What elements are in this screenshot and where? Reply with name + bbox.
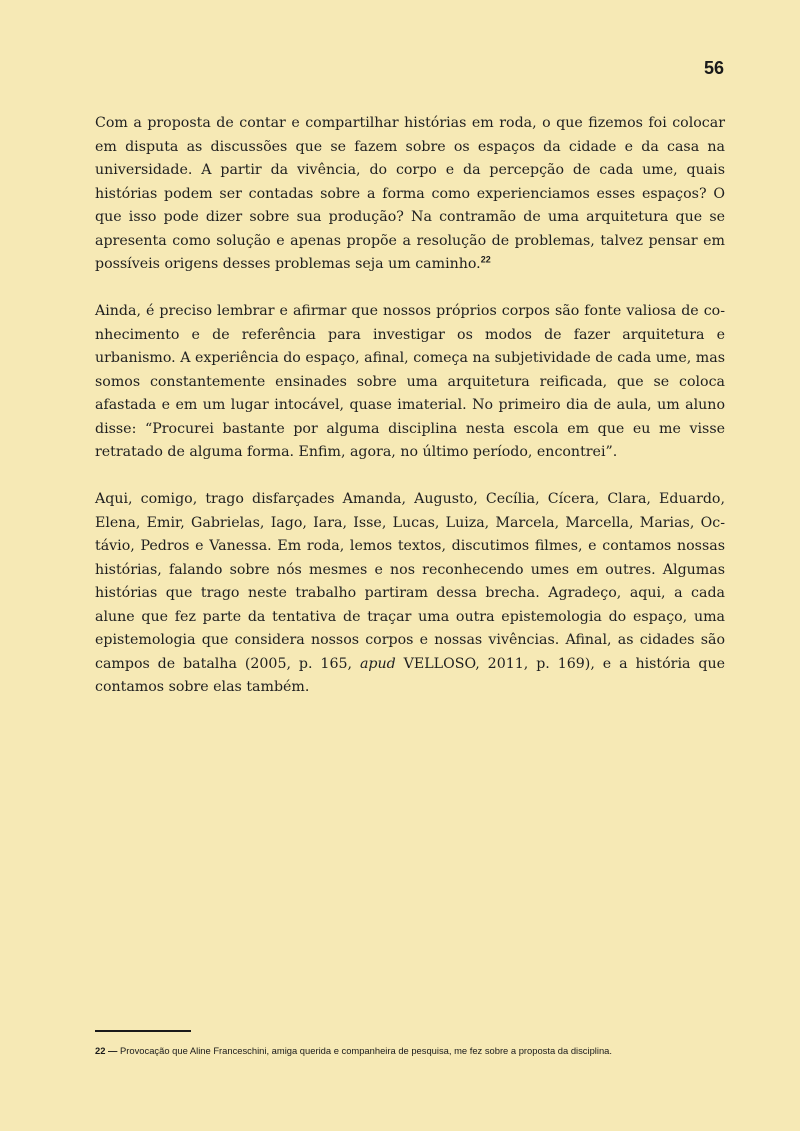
- latin-term-apud: apud: [359, 655, 396, 672]
- paragraph-3-text-start: Aqui, comigo, trago disfarçades Amanda, Augusto, Cecília, Cícera, Clara, Eduardo, Elena, Emir, Gabrielas, Iago, Iara, Isse, Lucas, Luiza, Marcela, Marcella, Marias, Octávio, Pedros e Vanessa. Em roda, lemos textos, discutimos filmes, e contamos nossas histórias, falando sobre nós mesmes e nos reconhecendo umes em outres. Algumas histórias que trago neste trabalho partiram dessa brecha. Agradeço, aqui, a cada alune que fez parte da tentativa de traçar uma outra epistemologia do espaço, uma epistemologia que considera nossos corpos e nossas vivências. Afinal, as cidades são campos de batalha (2005, p. 165,: [95, 491, 725, 672]
- paragraph-1: [95, 112, 725, 277]
- footnote: [95, 1045, 735, 1056]
- footnote-reference[interactable]: 22: [480, 254, 491, 265]
- paragraph-2: Ainda, é preciso lembrar e afirmar que nossos próprios corpos são fonte valiosa de conhecimento e de referência para investigar os modos de fazer arquitetura e urbanismo. A experiência do espaço, afinal, começa na subjetividade de cada ume, mas somos constantemente ensinades sobre uma arquitetura reificada, que se coloca afastada e em um lugar intocável, quase imaterial. No primeiro dia de aula, um aluno disse: “Procurei bastante por alguma disciplina nesta escola em que eu me visse retratado de alguma forma. Enfim, agora, no último período, encontrei”.: [95, 303, 725, 460]
- footnote-text: Provocação que Aline Franceschini, amiga querida e companheira de pesquisa, me fez sobre a proposta da disciplina.: [117, 1045, 612, 1056]
- footnote-number: 22 —: [95, 1045, 118, 1056]
- paragraph-3: [95, 488, 725, 700]
- paragraph-1-text: Com a proposta de contar e compartilhar histórias em roda, o que fizemos foi colocar em disputa as discussões que se fazem sobre os espaços da cidade e da casa na universidade. A partir da vivência, do corpo e da percepção de cada ume, quais histórias podem ser contadas sobre a forma como experienciamos esses espaços? O que isso pode dizer sobre sua produção? Na contramão de uma arquitetura que se apresenta como solução e apenas propõe a resolução de problemas, talvez pensar em possíveis origens desses problemas seja um caminho.: [95, 115, 725, 272]
- paragraph-3-text-end: VELLOSO, 2011, p. 169), e a história que contamos sobre elas também.: [95, 655, 725, 695]
- body-text: [95, 112, 725, 723]
- footnote-divider: [95, 1030, 191, 1032]
- page-number: 56: [703, 58, 724, 78]
